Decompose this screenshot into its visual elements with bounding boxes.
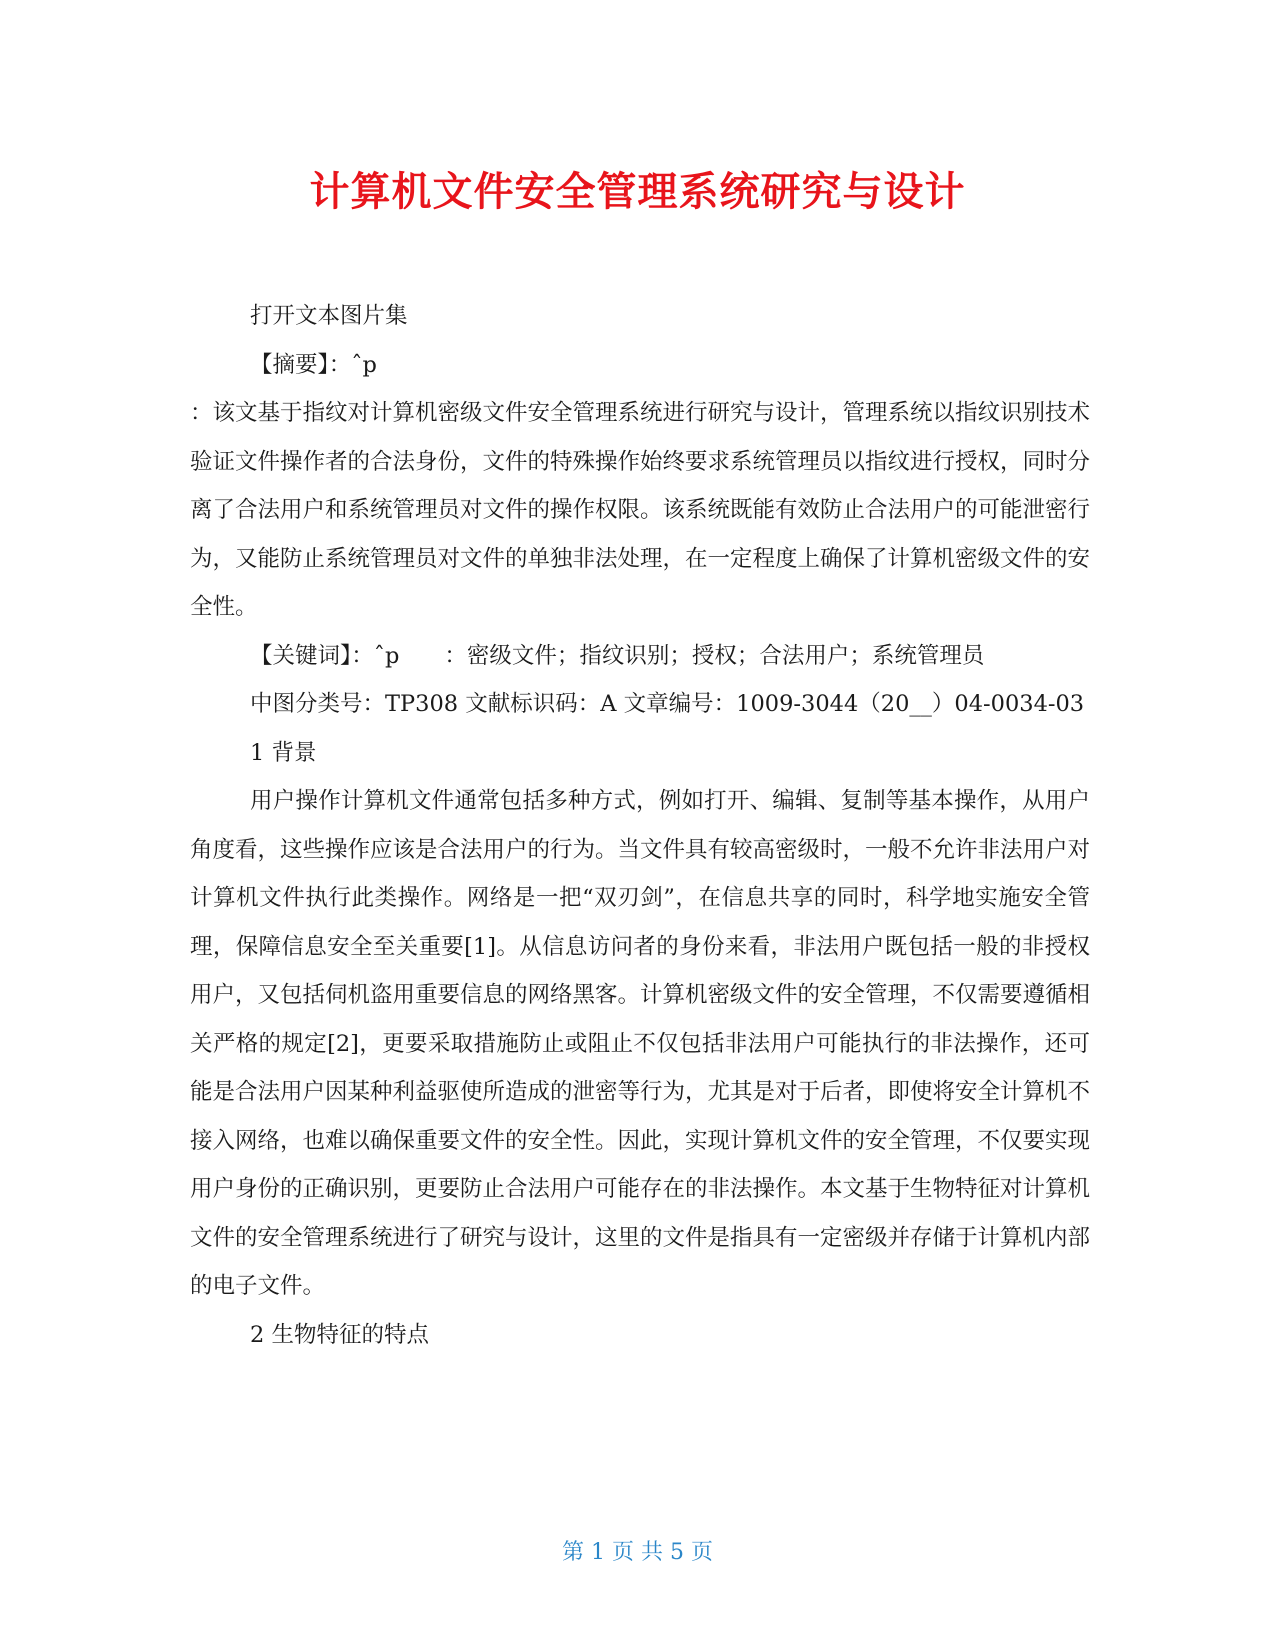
paragraph-abstract-text: ：该文基于指纹对计算机密级文件安全管理系统进行研究与设计，管理系统以指纹识别技术验证文件操作者的合法身份，文件的特殊操作始终要求系统管理员以指纹进行授权，同时分离了合法用户和系统管理员对文件的操作权限。该系统既能有效防止合法用户的可能泄密行为，又能防止系统管理员对文件的单独非法处理，在一定程度上确保了计算机密级文件的安全性。 xyxy=(190,400,1091,620)
paragraph-background-text: 用户操作计算机文件通常包括多种方式，例如打开、编辑、复制等基本操作，从用户角度看，这些操作应该是合法用户的行为。当文件具有较高密级时，一般不允许非法用户对计算机文件执行此类操作。网络是一把“双刃剑”，在信息共享的同时，科学地实施安全管理，保障信息安全至关重要[1]。从信息访问者的身份来看，非法用户既包括一般的非授权用户，又包括伺机盗用重要信息的网络黑客。计算机密级文件的安全管理，不仅需要遵循相关严格的规定[2]，更要采取措施防止或阻止不仅包括非法用户可能执行的非法操作，还可能是合法用户因某种利益驱使所造成的泄密等行为，尤其是对于后者，即使将安全计算机不接入网络，也难以确保重要文件的安全性。因此，实现计算机文件的安全管理，不仅要实现用户身份的正确识别，更要防止合法用户可能存在的非法操作。本文基于生物特征对计算机文件的安全管理系统进行了研究与设计，这里的文件是指具有一定密级并存储于计算机内部的电子文件。 xyxy=(190,788,1091,1299)
section-heading-background: 1 背景 xyxy=(250,739,317,766)
paragraph-image-set-link[interactable]: 打开文本图片集 xyxy=(250,303,408,329)
section-heading-biometrics: 2 生物特征的特点 xyxy=(250,1321,429,1348)
paragraph-abstract-label: 【摘要】：ˆp xyxy=(250,351,377,378)
paragraph-classification: 中图分类号：TP308 文献标识码：A 文章编号：1009-3044（20__）04-0034-03 xyxy=(250,691,1085,717)
page-number-footer: 第 1 页 共 5 页 xyxy=(562,1540,713,1565)
document-title: 计算机文件安全管理系统研究与设计 xyxy=(309,169,966,215)
document-body xyxy=(190,292,1090,1359)
paragraph-keywords: 【关键词】：ˆp ：密级文件；指纹识别；授权；合法用户；系统管理员 xyxy=(250,642,985,669)
